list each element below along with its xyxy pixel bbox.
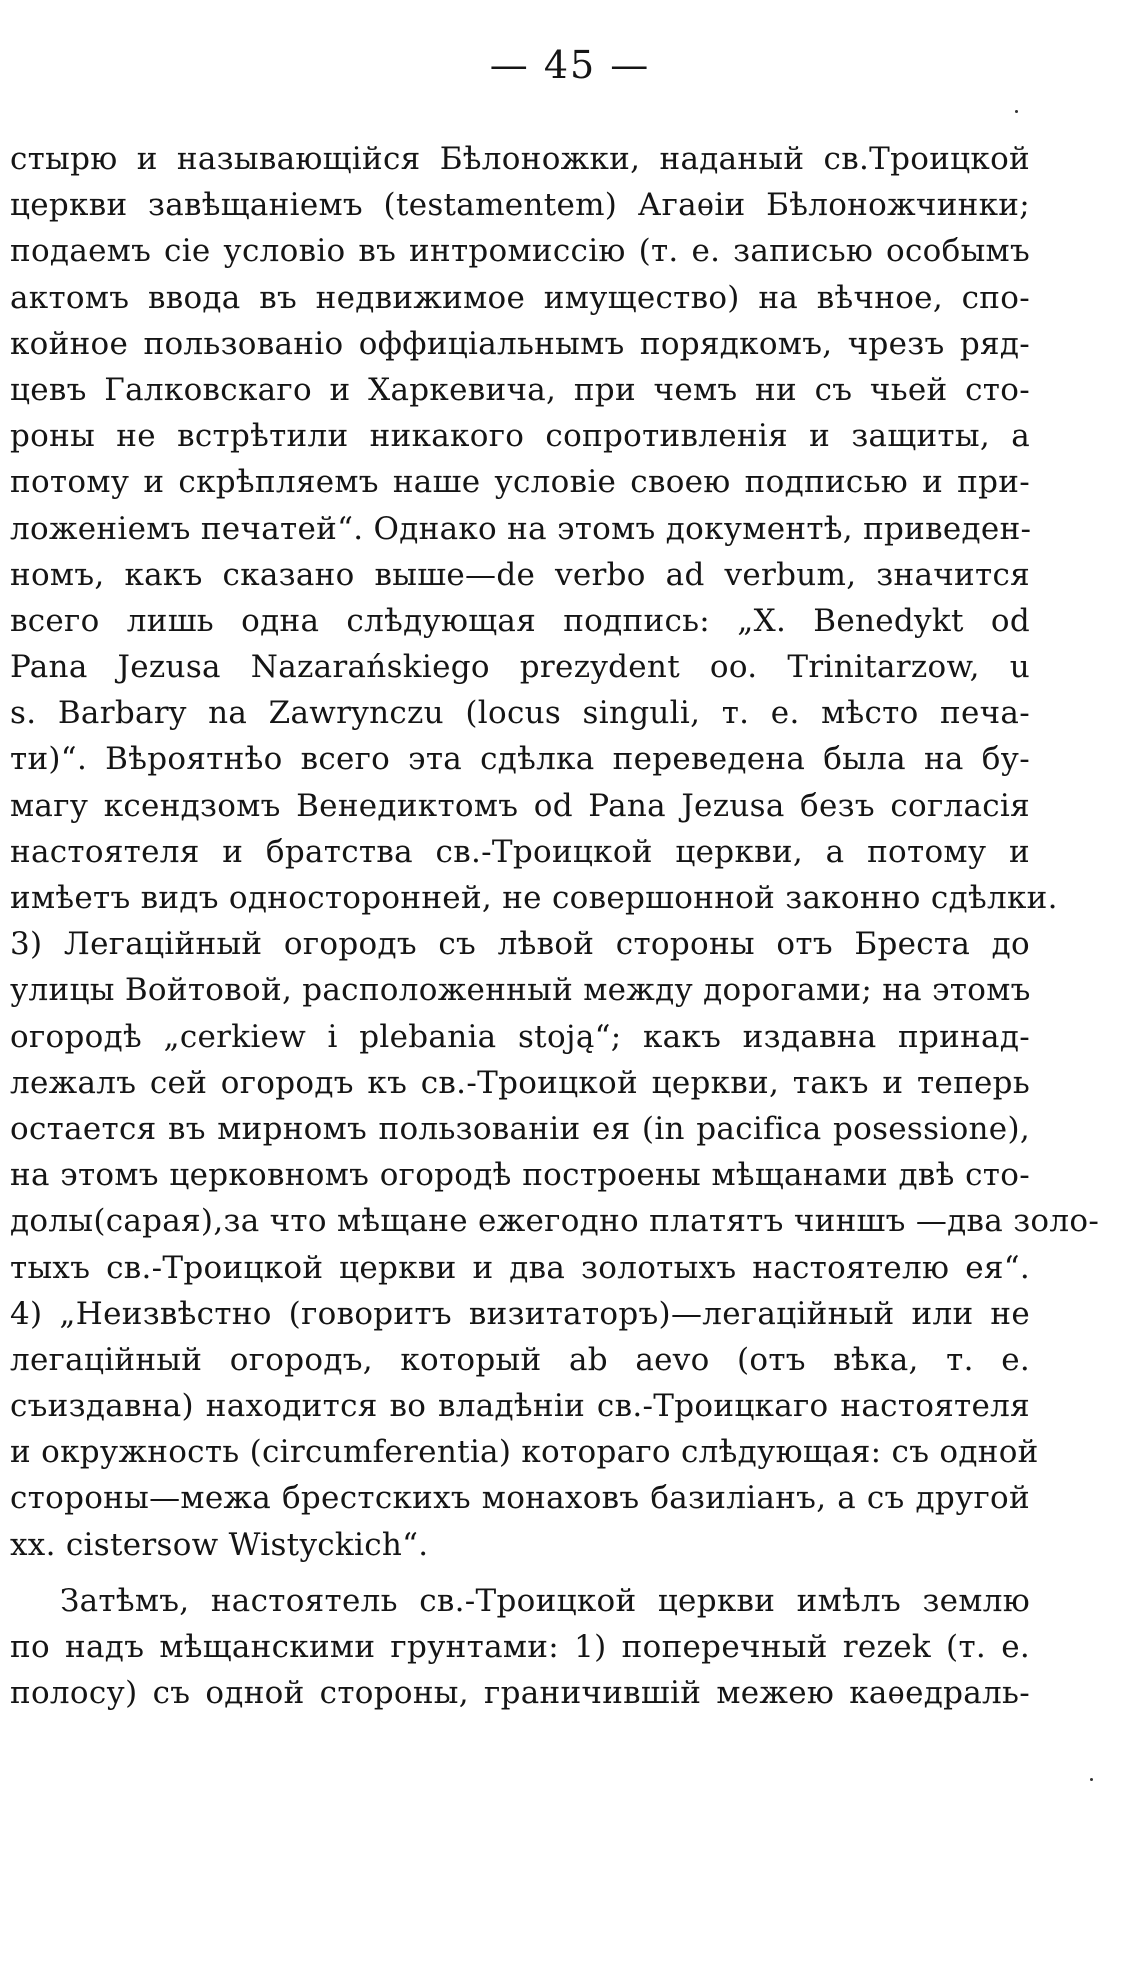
text-line: подаемъ сіе условіо въ интромиссію (т. е. записью особымъ [10,233,1030,270]
text-line: долы(сарая),за что мѣщане ежегодно платятъ чиншъ —два золо- [10,1203,1100,1240]
text-line: всего лишь одна слѣдующая подпись: „X. Benedykt od [10,602,1030,639]
text-line: ти)“. Вѣроятнѣо всего эта сдѣлка переведена была на бу- [10,741,1030,778]
text-line: стороны—межа брестскихъ монаховъ базиліанъ, а съ другой [10,1480,1030,1517]
text-line: s. Barbary na Zawrynczu (locus singuli, т. е. мѣсто печа- [10,695,1030,732]
text-line: лежалъ сей огородъ къ св.-Троицкой церкви, такъ и теперь [10,1064,1030,1101]
text-line: ложеніемъ печатей“. Однако на этомъ документѣ, приведен- [10,510,1032,547]
text-line: 4) „Неизвѣстно (говоритъ визитаторъ)—легаційный или не [10,1295,1030,1332]
text-line: огородѣ „cerkiew i plebania stoją“; какъ издавна принад- [10,1018,1030,1055]
text-line: стырю и называющійся Бѣлоножки, наданый св.Троицкой [10,141,1030,177]
text-line: имѣетъ видъ односторонней, не совершонной законно сдѣлки. [10,880,1058,916]
text-line: номъ, какъ сказано выше—de verbo ad verbum, значится [10,556,1030,593]
text-line: магу ксендзомъ Венедиктомъ od Pana Jezusa безъ согласія [10,787,1030,824]
paragraph-gap [10,1568,1030,1578]
text-line: полосу) съ одной стороны, граничившій межею каѳедраль- [10,1675,1030,1712]
text-line: церкви завѣщаніемъ (testamentem) Агаѳіи Бѣлоножчинки; [10,187,1030,224]
text-line: xx. cistersow Wistyckich“. [10,1526,429,1563]
text-line: 3) Легаційный огородъ съ лѣвой стороны отъ Бреста до [10,926,1030,963]
paragraph-2 [10,1578,1030,1717]
text-line: настоятеля и братства св.-Троицкой церкви, а потому и [10,833,1030,870]
text-line: роны не встрѣтили никакого сопротивленія и защиты, а [10,418,1030,455]
print-speck [1090,1778,1093,1781]
text-line: и окружность (circumferentia) котораго слѣдующая: съ одной [10,1434,1039,1471]
text-line: койное пользованіо оффиціальнымъ порядкомъ, чрезъ ряд- [10,325,1030,362]
page-number: — 45 — [489,43,651,87]
paragraph-1 [10,136,1100,1568]
text-line: тыхъ св.-Троицкой церкви и два золотыхъ настоятелю ея“. [10,1249,1030,1286]
text-line: Затѣмъ, настоятель св.-Троицкой церкви имѣлъ землю [60,1582,1030,1619]
text-line: цевъ Галковскаго и Харкевича, при чемъ ни съ чьей сто- [10,371,1030,408]
text-line: остается въ мирномъ пользованіи ея (in pacifica posessione), [10,1110,1030,1147]
text-line: потому и скрѣпляемъ наше условіе своею подписью и при- [10,464,1030,501]
text-line: улицы Войтовой, расположенный между дорогами; на этомъ [10,972,1031,1009]
text-line: актомъ ввода въ недвижимое имущество) на вѣчное, спо- [10,279,1030,316]
text-line: съиздавна) находится во владѣніи св.-Троицкаго настоятеля [10,1388,1030,1425]
print-speck [1015,110,1018,113]
text-line: легаційный огородъ, который ab aevo (отъ вѣка, т. е. [10,1341,1030,1378]
text-line: Pana Jezusa Nazarańskiego prezydent oo. Trinitarzow, u [10,649,1030,686]
text-line: по надъ мѣщанскими грунтами: 1) поперечный rezek (т. е. [10,1629,1030,1665]
text-line: на этомъ церковномъ огородѣ построены мѣщанами двѣ сто- [10,1157,1030,1194]
page-text [10,136,1100,1716]
